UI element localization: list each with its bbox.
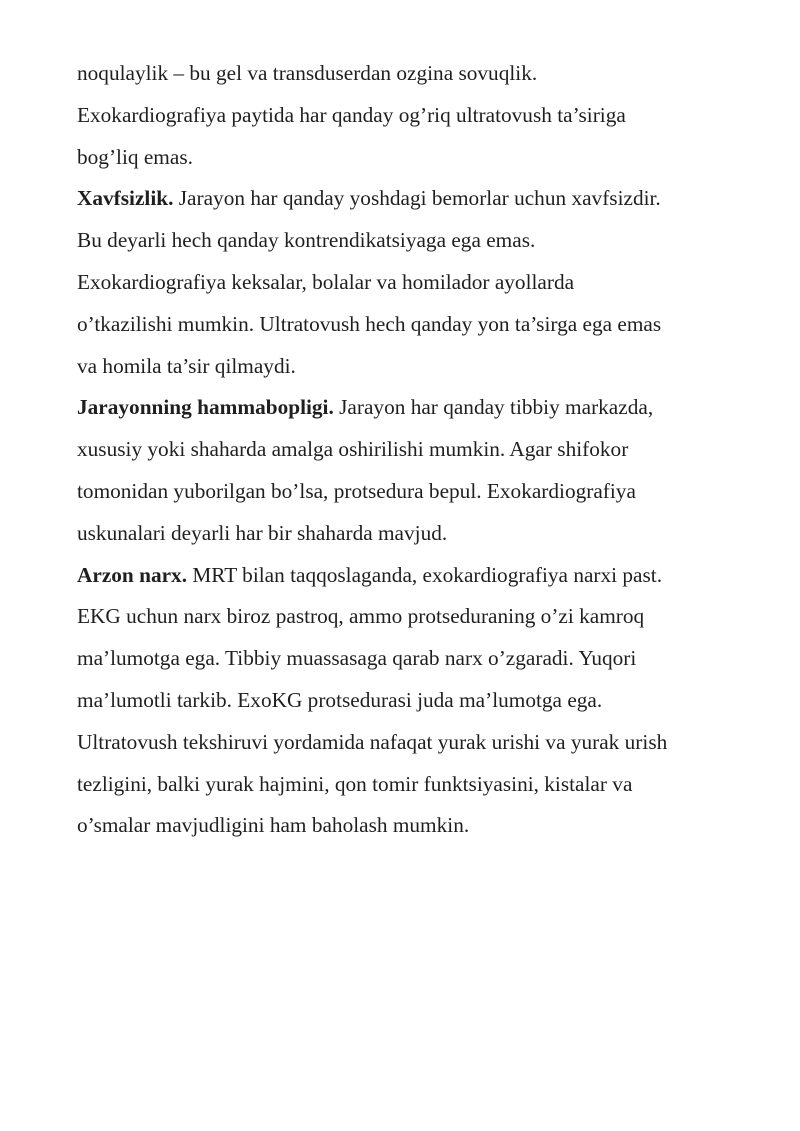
section-heading-hammabopligi: Jarayonning hammabopligi. <box>77 395 334 420</box>
line-text: o’smalar mavjudligini ham baholash mumkin. <box>77 813 470 838</box>
line-text: Jarayon har qanday tibbiy markazda, <box>333 395 654 420</box>
text-line <box>77 262 767 304</box>
body-text <box>77 53 767 847</box>
text-line <box>77 95 767 137</box>
line-text: uskunalari deyarli har bir shaharda mavjud. <box>77 520 448 545</box>
text-line <box>77 304 767 346</box>
text-line <box>77 429 767 471</box>
line-text: o’tkazilishi mumkin. Ultratovush hech qanday yon ta’sirga ega emas <box>77 311 662 336</box>
text-line <box>77 764 767 806</box>
text-line <box>77 346 767 388</box>
line-text: ma’lumotli tarkib. ExoKG protsedurasi juda ma’lumotga ega. <box>77 687 603 712</box>
line-text: xususiy yoki shaharda amalga oshirilishi mumkin. Agar shifokor <box>77 437 629 462</box>
text-line <box>77 471 767 513</box>
line-text: Jarayon har qanday yoshdagi bemorlar uchun xavfsizdir. <box>173 186 661 211</box>
section-heading-arzon-narx: Arzon narx. <box>77 562 188 587</box>
text-line <box>77 220 767 262</box>
text-line <box>77 596 767 638</box>
line-text: Bu deyarli hech qanday kontrendikatsiyaga ega emas. <box>77 228 536 253</box>
line-text: Ultratovush tekshiruvi yordamida nafaqat yurak urishi va yurak urish <box>77 729 668 754</box>
text-line <box>77 53 767 95</box>
text-line <box>77 178 767 220</box>
line-text: tomonidan yuborilgan bo’lsa, protsedura bepul. Exokardiografiya <box>77 478 636 503</box>
line-text: EKG uchun narx biroz pastroq, ammo protseduraning o’zi kamroq <box>77 604 645 629</box>
section-heading-xavfsizlik: Xavfsizlik. <box>77 186 174 211</box>
line-text: MRT bilan taqqoslaganda, exokardiografiya narxi past. <box>187 562 663 587</box>
line-text: va homila ta’sir qilmaydi. <box>77 353 296 378</box>
line-text: Exokardiografiya keksalar, bolalar va homilador ayollarda <box>77 269 575 294</box>
text-line <box>77 680 767 722</box>
text-line <box>77 805 767 847</box>
text-line <box>77 137 767 179</box>
text-line <box>77 387 767 429</box>
line-text: bog’liq emas. <box>77 144 193 169</box>
line-text: tezligini, balki yurak hajmini, qon tomir funktsiyasini, kistalar va <box>77 771 633 796</box>
line-text: noqulaylik – bu gel va transduserdan ozgina sovuqlik. <box>77 61 538 85</box>
text-line <box>77 722 767 764</box>
line-text: ma’lumotga ega. Tibbiy muassasaga qarab narx o’zgaradi. Yuqori <box>77 646 637 671</box>
text-line <box>77 555 767 597</box>
text-line <box>77 638 767 680</box>
line-text: Exokardiografiya paytida har qanday og’riq ultratovush ta’siriga <box>77 102 626 127</box>
text-line <box>77 513 767 555</box>
